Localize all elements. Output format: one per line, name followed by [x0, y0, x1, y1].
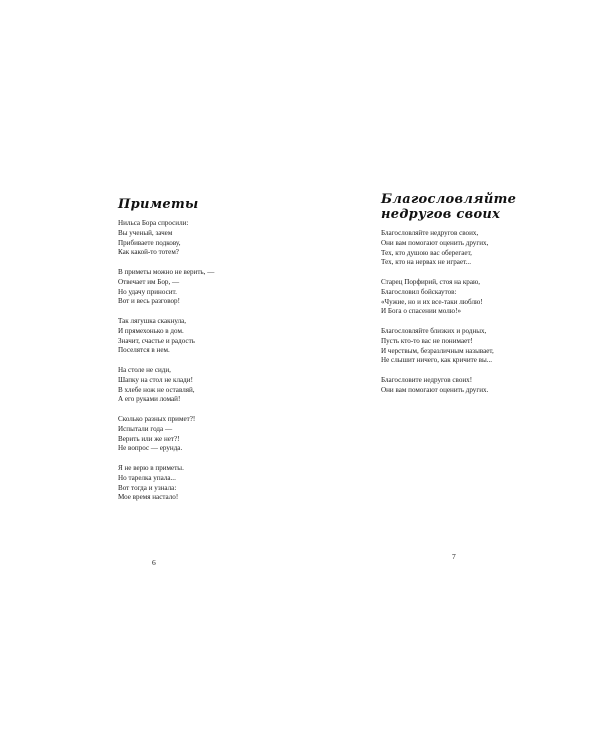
poem-line: Как какой-то тотем? [118, 248, 179, 257]
poem-line: Они вам помогают оценить других. [381, 385, 489, 394]
poem-line: Я не верю в приметы. [118, 463, 184, 472]
poem-line: Отвечает им Бор, — [118, 277, 180, 286]
poem-line: На столе не сиди, [118, 365, 171, 374]
poem-line: Не вопрос — ерунда. [118, 444, 183, 453]
poem-line: Вот и весь разговор! [118, 297, 180, 306]
stanza [118, 317, 288, 356]
poem-title: Приметы [118, 197, 199, 212]
stanza [118, 415, 288, 454]
poem-line: Прибиваете подкову, [118, 238, 181, 247]
poem-line: Шапку на стол не клади! [118, 375, 193, 384]
poem-line: В хлебе нож не оставляй, [118, 385, 195, 394]
poem-line: Нильса Бора спросили: [118, 219, 189, 227]
poem-line: Благословил бойскаутов: [381, 287, 457, 296]
poem-line: И Бога о спасении молю!» [381, 307, 461, 316]
stanza [381, 376, 581, 396]
poem-line: Благословляйте недругов своих, [381, 229, 479, 237]
poem-line: Пусть кто-то вас не понимает! [381, 336, 473, 345]
poem-line: И прямехонько в дом. [118, 326, 184, 335]
poem-line: Старец Порфирий, стоя на краю, [381, 277, 481, 286]
poem-line: И черствым, безразличным называет, [381, 346, 494, 355]
poem-title-line: недругов своих [381, 207, 501, 222]
poem-line: Сколько разных примет?! [118, 414, 196, 423]
poem-line: Значит, счастье и радость [118, 336, 195, 345]
poem-line: Тех, кто на нервах не играет... [381, 258, 471, 267]
poem-body [381, 229, 581, 405]
poem-title [381, 192, 516, 222]
poem-line: Верить или же нет?! [118, 434, 180, 443]
poem-line: Поселятся в нем. [118, 346, 170, 355]
poem-line: «Чужие, но и их все-таки люблю! [381, 297, 483, 306]
poem-line: Они вам помогают оценить других, [381, 238, 489, 247]
poem-line: Вот тогда и узнала: [118, 483, 177, 492]
poem-line: Но тарелка упала... [118, 473, 176, 482]
stanza [381, 229, 581, 268]
poem-line: Тех, кто душою вас оберегает, [381, 248, 472, 257]
stanza [118, 366, 288, 405]
poem-line: Но удачу приносит. [118, 287, 177, 296]
stanza [381, 278, 581, 317]
stanza [118, 464, 288, 503]
stanza [118, 268, 288, 307]
poem-line: Вы ученый, зачем [118, 228, 173, 237]
poem-line: Так лягушка скакнула, [118, 316, 187, 325]
poem-body [118, 219, 288, 513]
poem-line: А его руками ломай! [118, 395, 181, 404]
right-page [300, 0, 600, 750]
stanza [118, 219, 288, 258]
poem-line: Испытали года — [118, 424, 173, 433]
poem-line: Мое время настало! [118, 493, 179, 502]
stanza [381, 327, 581, 366]
poem-title-line: Благословляйте [381, 192, 517, 207]
poem-line: Благословите недругов своих! [381, 375, 473, 384]
poem-line: Благословляйте близких и родных, [381, 326, 487, 335]
page-number: 6 [152, 558, 156, 567]
page-number: 7 [452, 552, 456, 561]
poem-line: Не слышит ничего, как кричите вы... [381, 356, 493, 365]
poem-line: В приметы можно не верить, — [118, 267, 215, 276]
